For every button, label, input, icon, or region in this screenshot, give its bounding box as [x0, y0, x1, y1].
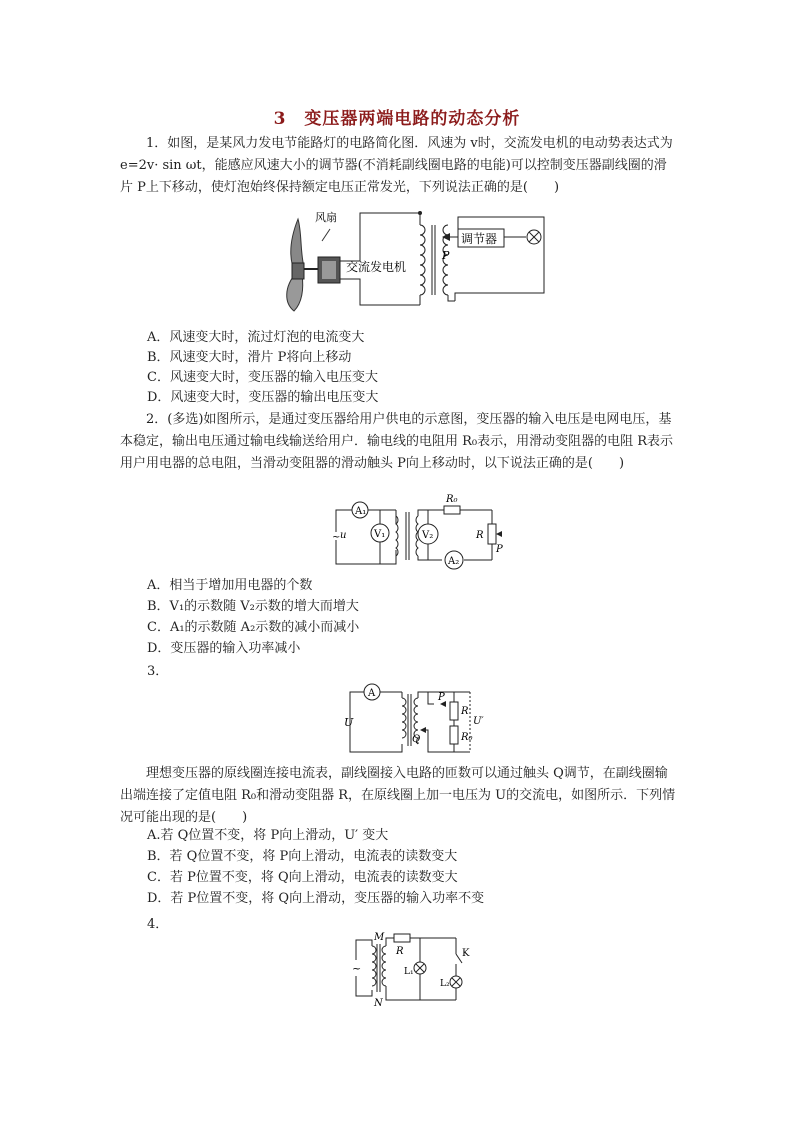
l2-label: L₂: [440, 979, 450, 989]
q4-figure: [346, 930, 476, 1010]
p-label: P: [438, 692, 445, 703]
q2-text: 2．(多选)如图所示，是通过变压器给用户供电的示意图，变压器的输入电压是电网电压，基本稳定，输出电压通过输电线输送给用户．输电线的电阻用 R₀表示，用滑动变阻器的电阻 R表示用户用电器的总电阻，当滑动变阻器的滑动触头 P向上移动时，以下说法正确的是( ): [120, 412, 674, 471]
rheostat-r: [450, 702, 458, 720]
fan-label: 风扇: [315, 211, 337, 224]
u-prime-label: U′: [473, 716, 484, 727]
l1-label: L₁: [404, 967, 414, 977]
q3-option-c: C．若 P位置不变，将 Q向上滑动，电流表的读数变大: [147, 870, 458, 885]
q3-option-a: A.若 Q位置不变，将 P向上滑动，U′ 变大: [147, 828, 389, 843]
v2-label: V₂: [422, 530, 434, 541]
tap-q: [420, 727, 426, 733]
r0-label: R₀: [461, 732, 473, 743]
q1-text: 1．如图，是某风力发电节能路灯的电路简化图．风速为 v时，交流发电机的电动势表达式为 e=2v· sin ωt，能感应风速大小的调节器(不消耗副线圈电路的电能)可以控制变压器副线圈的滑片 P上下移动，使灯泡始终保持额定电压正常发光，下列说法正确的是( ): [120, 136, 673, 195]
q3-text: 理想变压器的原线圈连接电流表，副线圈接入电路的匝数可以通过触头 Q调节，在副线圈输出端连接了定值电阻 R₀和滑动变阻器 R，在原线圈上加一电压为 U的交流电，如图所示．下列情况可能出现的是( ): [120, 766, 676, 825]
q1-option-b: B．风速变大时，滑片 P将向上移动: [147, 350, 352, 365]
q2-option-a: A．相当于增加用电器的个数: [147, 578, 313, 593]
u-label: U: [344, 716, 354, 729]
k-label: K: [462, 948, 470, 959]
p-label: P: [496, 544, 503, 555]
n-label: N: [374, 998, 383, 1009]
q3-number: 3．: [147, 664, 169, 679]
q2-option-d: D．变压器的输入功率减小: [147, 641, 301, 656]
resistor-r: [394, 934, 410, 942]
ac-source-symbol: ~: [332, 532, 341, 543]
m-label: M: [374, 932, 385, 943]
resistor-r0: [444, 506, 460, 514]
a-label: A: [368, 688, 376, 699]
q3-figure: [340, 682, 490, 758]
q4-number: 4．: [147, 917, 169, 932]
a2-label: A₂: [448, 556, 460, 567]
resistor-r0: [450, 726, 458, 744]
generator-label: 交流发电机: [346, 260, 407, 274]
q1-option-c: C．风速变大时，变压器的输入电压变大: [147, 370, 378, 385]
r0-label: R₀: [446, 494, 458, 505]
regulator-label: 调节器: [461, 232, 498, 246]
q2-option-c: C．A₁的示数随 A₂示数的减小而减小: [147, 620, 360, 635]
r-label: R: [396, 946, 404, 957]
primary-coil: [420, 213, 425, 305]
rheostat-r: [488, 524, 496, 544]
q3-option-b: B．若 Q位置不变，将 P向上滑动，电流表的读数变大: [147, 849, 458, 864]
fan-drawing: [287, 219, 340, 311]
q3-option-d: D．若 P位置不变，将 Q向上滑动，变压器的输入功率不变: [147, 891, 485, 906]
q2-figure: [326, 490, 506, 572]
slider-p-label: P: [442, 249, 450, 262]
q2-option-b: B．V₁的示数随 V₂示数的增大而增大: [147, 599, 359, 614]
q1-option-a: A．风速变大时，流过灯泡的电流变大: [147, 330, 365, 345]
r-label: R: [461, 706, 469, 717]
v1-label: V₁: [374, 529, 386, 540]
q-label: Q: [412, 734, 421, 745]
q1-figure: [270, 203, 550, 315]
ac-source-symbol: ~: [352, 962, 362, 975]
a1-label: A₁: [355, 506, 367, 517]
r-label: R: [476, 530, 484, 541]
q1-option-d: D．风速变大时，变压器的输出电压变大: [147, 390, 379, 405]
page-title: 3 变压器两端电路的动态分析: [273, 109, 521, 129]
u-label: u: [340, 530, 347, 541]
